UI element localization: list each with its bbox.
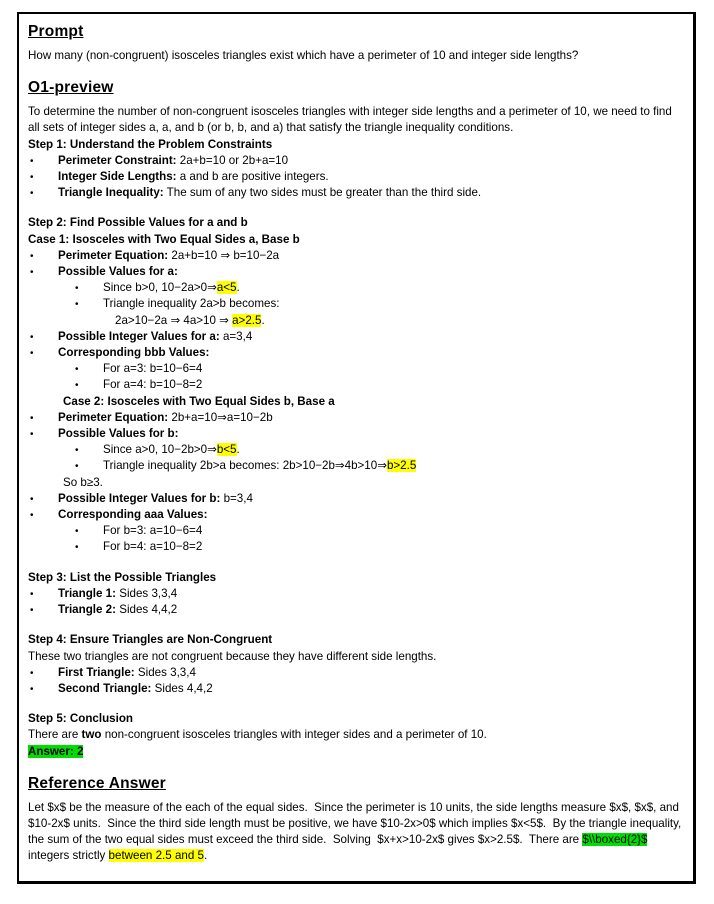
- bullet-icon: •: [30, 155, 34, 167]
- bullet-icon: •: [30, 588, 34, 600]
- bullet-item: [28, 329, 685, 345]
- text-line: [28, 632, 685, 648]
- bullet-icon: •: [30, 250, 34, 262]
- text-run: For a=3: b=10−6=4: [103, 362, 203, 376]
- bullet-item: [28, 169, 685, 185]
- text-run: .: [203, 849, 208, 863]
- bullet-icon: •: [30, 348, 34, 360]
- text-run: .: [261, 313, 265, 327]
- section-prompt: [28, 22, 685, 64]
- highlight-yellow: b>2.5: [386, 459, 417, 473]
- text-line: [28, 475, 685, 491]
- text-line: [28, 800, 685, 865]
- bullet-icon: •: [75, 380, 79, 392]
- text-run: Step 3: List the Possible Triangles: [28, 570, 217, 584]
- text-run: Sides 4,4,2: [116, 603, 178, 617]
- blank-line: [28, 697, 685, 711]
- text-run: Perimeter Equation:: [58, 248, 169, 262]
- text-run: Corresponding bbb Values:: [58, 346, 210, 360]
- bullet-icon: •: [75, 542, 79, 554]
- bullet-icon: •: [75, 526, 79, 538]
- text-run: Possible Values for a:: [58, 265, 178, 279]
- highlight-green: Answer: 2: [28, 744, 84, 758]
- text-run: Triangle 2:: [58, 603, 116, 617]
- bullet-icon: •: [30, 267, 34, 279]
- bullet-item: [28, 296, 685, 312]
- text-run: For b=3: a=10−6=4: [103, 524, 203, 538]
- bullet-item: [28, 264, 685, 280]
- text-run: 2a+b=10 or 2b+a=10: [176, 153, 289, 167]
- bullet-icon: •: [30, 667, 34, 679]
- text-line: [28, 215, 685, 231]
- bullet-item: [28, 248, 685, 264]
- text-run: Step 1: Understand the Problem Constraints: [28, 137, 273, 151]
- text-run: First Triangle:: [58, 665, 135, 679]
- text-run: 2a+b=10 ⇒ b=10−2a: [168, 248, 280, 262]
- bullet-item: [28, 523, 685, 539]
- text-run: Possible Integer Values for b:: [58, 491, 221, 505]
- text-run: a and b are positive integers.: [176, 170, 329, 184]
- text-run: non-congruent isosceles triangles with integer sides and a perimeter of 10.: [101, 728, 487, 742]
- highlight-yellow: a<5: [216, 281, 237, 295]
- text-run: Perimeter Constraint:: [58, 153, 177, 167]
- text-run: Triangle inequality 2b>a becomes: 2b>10−2b⇒4b>10⇒: [103, 459, 387, 473]
- highlight-yellow: between 2.5 and 5: [108, 849, 204, 863]
- bullet-item: [28, 153, 685, 169]
- highlight-green: $\\boxed{2}$: [582, 833, 648, 847]
- text-run: .: [236, 443, 240, 457]
- bullet-item: [28, 586, 685, 602]
- text-run: .: [236, 281, 240, 295]
- blank-line: [28, 556, 685, 570]
- text-line: [28, 104, 685, 136]
- bullet-icon: •: [30, 172, 34, 184]
- text-run: Case 2: Isosceles with Two Equal Sides b, Base a: [63, 394, 335, 408]
- bullet-icon: •: [30, 683, 34, 695]
- text-run: 2a>10−2a ⇒ 4a>10 ⇒: [115, 313, 233, 327]
- bullet-item: [28, 410, 685, 426]
- bullet-icon: •: [75, 445, 79, 457]
- text-run: For a=4: b=10−8=2: [103, 378, 203, 392]
- text-run: So b≥3.: [63, 475, 103, 489]
- text-line: [28, 744, 685, 760]
- text-run: Since b>0, 10−2a>0⇒: [103, 281, 217, 295]
- bullet-item: [28, 185, 685, 201]
- text-run: The sum of any two sides must be greater than the third side.: [163, 186, 482, 200]
- section-reference-answer: [28, 774, 685, 865]
- section-heading: Reference Answer: [28, 774, 166, 792]
- text-run: Step 4: Ensure Triangles are Non-Congruent: [28, 633, 273, 647]
- section-heading: O1-preview: [28, 79, 114, 97]
- highlight-yellow: a>2.5: [232, 313, 262, 327]
- text-run: How many (non-congruent) isosceles triangles exist which have a perimeter of 10 and integer side lengths?: [28, 49, 579, 62]
- text-run: There are: [28, 728, 82, 742]
- bullet-item: [28, 361, 685, 377]
- text-line: [28, 394, 685, 410]
- bullet-item: [28, 442, 685, 458]
- bullet-item: [28, 681, 685, 697]
- bullet-item: [28, 280, 685, 296]
- document-body: [28, 22, 685, 865]
- text-run: Since a>0, 10−2b>0⇒: [103, 443, 217, 457]
- text-line: [28, 649, 685, 665]
- bullet-icon: •: [30, 493, 34, 505]
- text-run: Second Triangle:: [58, 681, 152, 695]
- text-line: [28, 727, 685, 743]
- text-line: [28, 232, 685, 248]
- bullet-icon: •: [30, 188, 34, 200]
- text-line: [28, 48, 685, 64]
- text-run: Sides 4,4,2: [151, 681, 213, 695]
- text-run: Triangle Inequality:: [58, 186, 164, 200]
- bullet-item: [28, 665, 685, 681]
- bullet-icon: •: [30, 331, 34, 343]
- bullet-icon: •: [30, 429, 34, 441]
- bullet-item: [28, 426, 685, 442]
- text-run: Possible Integer Values for a:: [58, 329, 220, 343]
- bullet-item: [28, 539, 685, 555]
- bullet-icon: •: [75, 299, 79, 311]
- bullet-item: [28, 507, 685, 523]
- text-run: b=3,4: [220, 491, 253, 505]
- bullet-icon: •: [30, 510, 34, 522]
- text-run: 2b+a=10⇒a=10−2b: [168, 410, 273, 424]
- bullet-item: [28, 491, 685, 507]
- blank-line: [28, 201, 685, 215]
- text-run: For b=4: a=10−8=2: [103, 540, 203, 554]
- text-run: Sides 3,3,4: [134, 665, 196, 679]
- text-run: a=3,4: [219, 329, 253, 343]
- blank-line: [28, 618, 685, 632]
- text-run: Case 1: Isosceles with Two Equal Sides a, Base b: [28, 232, 300, 246]
- bullet-icon: •: [30, 605, 34, 617]
- document-frame: [17, 12, 696, 884]
- text-line: [28, 137, 685, 153]
- section-o1-preview: [28, 78, 685, 760]
- bullet-icon: •: [75, 283, 79, 295]
- text-run: two: [81, 728, 102, 742]
- text-run: Step 5: Conclusion: [28, 712, 133, 726]
- text-run: Sides 3,3,4: [116, 586, 178, 600]
- bullet-item: [28, 345, 685, 361]
- text-run: Let $x$ be the measure of the each of the equal sides. Since the perimeter is 10 units, the side lengths measure $x$, $x$, and $10-2x$ units. Since the third side length must be positive, we have $10-2x>0$ which implies $x<5$. By the triangle inequality, the sum of the two equal sides must exceed the third side. Solving $x+x>10-2x$ gives $x>2.5$. There are: [28, 800, 685, 847]
- bullet-item: [28, 602, 685, 618]
- text-line: [28, 711, 685, 727]
- text-line: [28, 313, 685, 329]
- text-run: Integer Side Lengths:: [58, 170, 177, 184]
- text-run: Perimeter Equation:: [58, 410, 169, 424]
- text-line: [28, 570, 685, 586]
- highlight-yellow: b<5: [216, 443, 237, 457]
- text-run: Triangle 1:: [58, 586, 116, 600]
- text-run: These two triangles are not congruent because they have different side lengths.: [28, 649, 437, 663]
- section-heading: Prompt: [28, 23, 84, 40]
- bullet-icon: •: [75, 461, 79, 473]
- text-run: To determine the number of non-congruent isosceles triangles with integer side lengths and a perimeter of 10, we need to find all sets of integer sides a, a, and b (or b, b, and a) that satisfy the triangle inequality conditions.: [28, 105, 676, 135]
- text-run: Corresponding aaa Values:: [58, 508, 208, 522]
- bullet-icon: •: [30, 412, 34, 424]
- bullet-item: [28, 458, 685, 474]
- bullet-icon: •: [75, 364, 79, 376]
- text-run: integers strictly: [28, 833, 651, 863]
- bullet-item: [28, 377, 685, 393]
- text-run: Step 2: Find Possible Values for a and b: [28, 216, 248, 230]
- text-run: Triangle inequality 2a>b becomes:: [103, 297, 280, 311]
- text-run: Possible Values for b:: [58, 427, 179, 441]
